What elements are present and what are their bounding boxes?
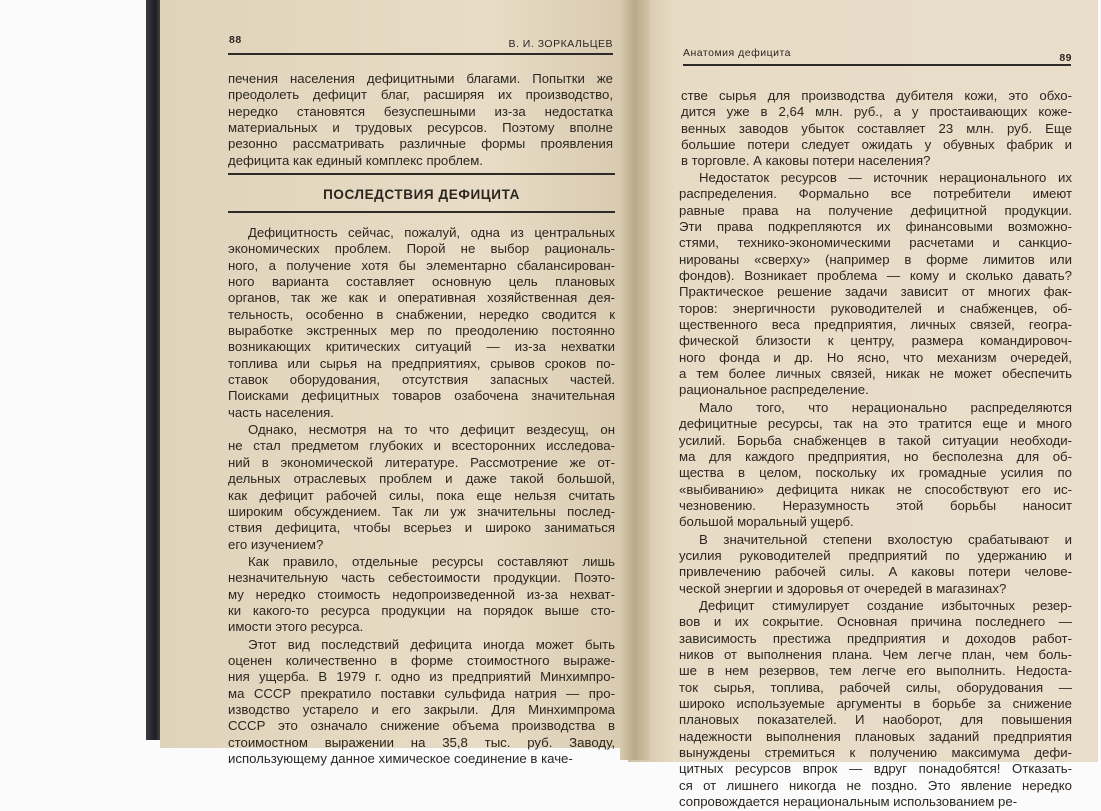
left-body-text xyxy=(228,225,615,768)
text-line: ки какого-то ресурса продукции на порядок выше сто- xyxy=(228,602,615,618)
text-line: использующему данное химическое соединение в каче- xyxy=(228,751,573,766)
text-line: ческой энергии и здоровья от очередей в магазинах? xyxy=(679,580,1007,596)
text-line: ма для каждого предприятия, но бесполезна для об- xyxy=(679,448,1072,464)
text-line: рациональное распределение. xyxy=(679,382,869,398)
text-line: Мало того, что нерационально распределяются xyxy=(699,399,1072,415)
text-line: му нередко стоимость недопроизведенной из-за нехват- xyxy=(228,586,615,602)
text-line: возникающих критических ситуаций — из-за нехватки xyxy=(228,339,615,355)
text-line: органов, так же как и оперативная хозяйственная дея- xyxy=(228,290,615,306)
text-line: щества в целом, поскольку их громадные усилия по xyxy=(679,465,1072,481)
text-line: тельность, особенно в снабжении, нередко сводится к xyxy=(228,306,615,322)
text-line: экономических проблем. Порой не выбор рациональ- xyxy=(228,241,615,257)
text-line: незначительную часть себестоимости продукции. Поэто- xyxy=(228,570,615,586)
text-line: топлива или сырья на предприятиях, срывов сроков по- xyxy=(228,355,615,371)
text-line: ного, а получение хотя бы элементарно сбалансирован- xyxy=(228,257,615,273)
text-line: сопровождается нерациональным использованием ре- xyxy=(679,794,1018,810)
text-line: ставок оборудования, отсутствия запасных частей. xyxy=(228,372,615,388)
text-line: большой моральный ущерб. xyxy=(679,514,854,530)
text-line: ся от лишнего никогда не поздно. Это явление нередко xyxy=(679,777,1072,793)
text-line: Недостаток ресурсов — источник нерационального их xyxy=(699,170,1072,185)
text-line: ного варианта составляет основную цель плановых xyxy=(228,274,615,290)
section-title: ПОСЛЕДСТВИЯ ДЕФИЦИТА xyxy=(323,187,520,202)
right-body-text xyxy=(679,170,1072,811)
text-line: Этот вид последствий дефицита иногда может быть xyxy=(248,636,615,652)
text-line: распределения. Формально все потребители имеют xyxy=(679,186,1072,202)
text-line: цитных ресурсов впрок — вдруг понадобятся! Отказать- xyxy=(679,761,1072,777)
text-line: усилия руководителей предприятий по удержанию и xyxy=(679,547,1072,563)
text-line: надежности выполнения плановых заданий предприятия xyxy=(679,728,1072,744)
text-line: торов: энергичности руководителей и снабженцев, об- xyxy=(679,300,1072,316)
text-line: усилий. Борьба снабженцев в такой ситуации необходи- xyxy=(679,432,1072,448)
text-line: широким обсуждением. Так ли уж значительны послед- xyxy=(228,503,615,519)
text-line: вов и их сокрытие. Основная причина последнего — xyxy=(679,614,1072,630)
paragraph xyxy=(679,170,1072,399)
text-line: фической близости к центру, размера командировоч- xyxy=(679,333,1072,349)
right-intro-paragraph xyxy=(681,88,1072,171)
paragraph xyxy=(228,637,615,768)
text-line: материальных и трудовых ресурсов. Поэтому вполне xyxy=(228,120,613,136)
text-line: фондов). Возникает проблема — кому и сколько давать? xyxy=(679,268,1072,284)
text-line: ствия дефицита, чтобы всерьез и широко заниматься xyxy=(228,520,615,536)
text-line: зависимость престижа предприятия и доходов работ- xyxy=(679,630,1072,646)
text-line: венных заводов убыток составляет 23 млн. руб. Еще xyxy=(681,120,1072,136)
text-line: Практическое решение задачи зависит от многих фак- xyxy=(679,284,1072,300)
text-line: Как правило, отдельные ресурсы составляют лишь xyxy=(248,553,615,569)
text-line: вынуждены стремиться к получению максимума дефи- xyxy=(679,745,1072,761)
text-line: ний в экономической литературе. Рассмотрение же от- xyxy=(228,454,615,470)
text-line: ния ущерба. В 1979 г. одно из предприятий Минхимпро- xyxy=(228,669,615,685)
text-line: широко используемые аргументы в борьбе за снижение xyxy=(679,696,1072,711)
right-page-number: 89 xyxy=(1059,52,1072,64)
text-line: часть населения. xyxy=(228,404,334,420)
section-rule-top xyxy=(228,173,615,175)
text-line: Поисками дефицитных товаров озабочена значительная xyxy=(228,388,615,404)
text-line: выработке экстренных мер по преодолению постоянно xyxy=(228,323,615,339)
text-line: печения населения дефицитными благами. Попытки же xyxy=(228,71,613,86)
text-line: плановых показателей. И наоборот, для повышения xyxy=(679,712,1072,728)
text-line: СССР это означало снижение объема производства в xyxy=(228,718,615,734)
text-line: щественного веса предприятия, личных связей, геогра- xyxy=(679,317,1072,333)
text-line: большие потери следует ожидать у обувных фабрик и xyxy=(681,137,1072,153)
text-line: оценен количественно в форме стоимостного выраже- xyxy=(228,652,615,668)
text-line: нередко становятся безуспешными из-за недостатка xyxy=(228,103,613,119)
header-rule xyxy=(228,53,613,55)
text-line: изводство устарело и его закрыли. Для Минхимпрома xyxy=(228,701,615,717)
text-line: «выбиванию» дефицита никак не способствуют его ис- xyxy=(679,481,1072,497)
text-line: как дефицит рабочей силы, пока еще нельзя считать xyxy=(228,487,615,503)
left-page-number: 88 xyxy=(229,34,242,46)
text-line: ток сырья, топлива, рабочей силы, оборудования — xyxy=(679,679,1072,695)
text-line: стве сырья для производства дубителя кожи, это обхо- xyxy=(681,88,1072,103)
paragraph xyxy=(679,598,1072,810)
text-line: стями, технико-экономическими расчетами и санкцио- xyxy=(679,235,1072,251)
paragraph xyxy=(228,225,615,421)
text-line: его изучением? xyxy=(228,536,324,552)
text-line: а тем более личных связей, никак не может обеспечить xyxy=(679,366,1072,382)
text-line: имости этого ресурса. xyxy=(228,619,364,635)
text-line: стоимостном выражении на 35,8 тыс. руб. Заводу, xyxy=(228,734,615,750)
text-line: дельных отраслевых проблем и даже такой большой, xyxy=(228,471,615,487)
text-line: дефицитные ресурсы, так на это тратится еще и много xyxy=(679,416,1072,432)
text-line: чезновению. Неразумность этой борьбы наносит xyxy=(679,497,1072,513)
left-running-head: В. И. ЗОРКАЛЬЦЕВ xyxy=(508,38,613,50)
book-spine-gutter xyxy=(620,0,650,760)
text-line: ного фонда и др. Но ясно, что механизм очередей, xyxy=(679,349,1072,365)
paragraph xyxy=(679,532,1072,597)
paragraph xyxy=(681,88,1072,170)
text-line: равные права на получение дефицитной продукции. xyxy=(679,202,1072,218)
left-intro-paragraph xyxy=(228,71,613,170)
text-line: преодолеть дефицит благ, расширяя их производство, xyxy=(228,87,613,103)
text-line: Однако, несмотря на то что дефицит вездесущ, он xyxy=(248,422,615,438)
text-line: Дефицит стимулирует создание избыточных резер- xyxy=(699,597,1072,613)
text-line: дится уже в 2,64 млн. руб., а у простаивающих коже- xyxy=(681,104,1072,120)
text-line: Дефицитность сейчас, пожалуй, одна из центральных xyxy=(248,225,615,240)
paragraph xyxy=(228,554,615,636)
header-rule xyxy=(683,64,1071,66)
text-line: ма СССР прекратило поставки сульфида натрия — про- xyxy=(228,685,615,701)
text-line: привлечению рабочей силы. А каковы потери челове- xyxy=(679,564,1072,580)
paragraph xyxy=(228,422,615,553)
paragraph xyxy=(228,71,613,169)
text-line: резонно рассматривать различные формы проявления xyxy=(228,136,613,152)
right-running-head: Анатомия дефицита xyxy=(683,47,792,59)
paragraph xyxy=(679,400,1072,531)
text-line: ше в нем резервов, тем легче его выполнить. Недоста- xyxy=(679,663,1072,679)
text-line: Эти права подкрепляются их финансовыми возможно- xyxy=(679,219,1072,235)
text-line: нированы «сверху» (например в форме лимитов или xyxy=(679,251,1072,267)
text-line: ников от выполнения плана. Чем легче план, чем боль- xyxy=(679,646,1072,662)
section-rule-bottom xyxy=(228,211,615,213)
text-line: не стал предметом глубоких и всесторонних исследова- xyxy=(228,438,615,454)
text-line: дефицита как единый комплекс проблем. xyxy=(228,152,483,168)
text-line: В значительной степени вхолостую срабатывают и xyxy=(699,531,1072,547)
text-line: в торговле. А каковы потери населения? xyxy=(681,153,931,169)
